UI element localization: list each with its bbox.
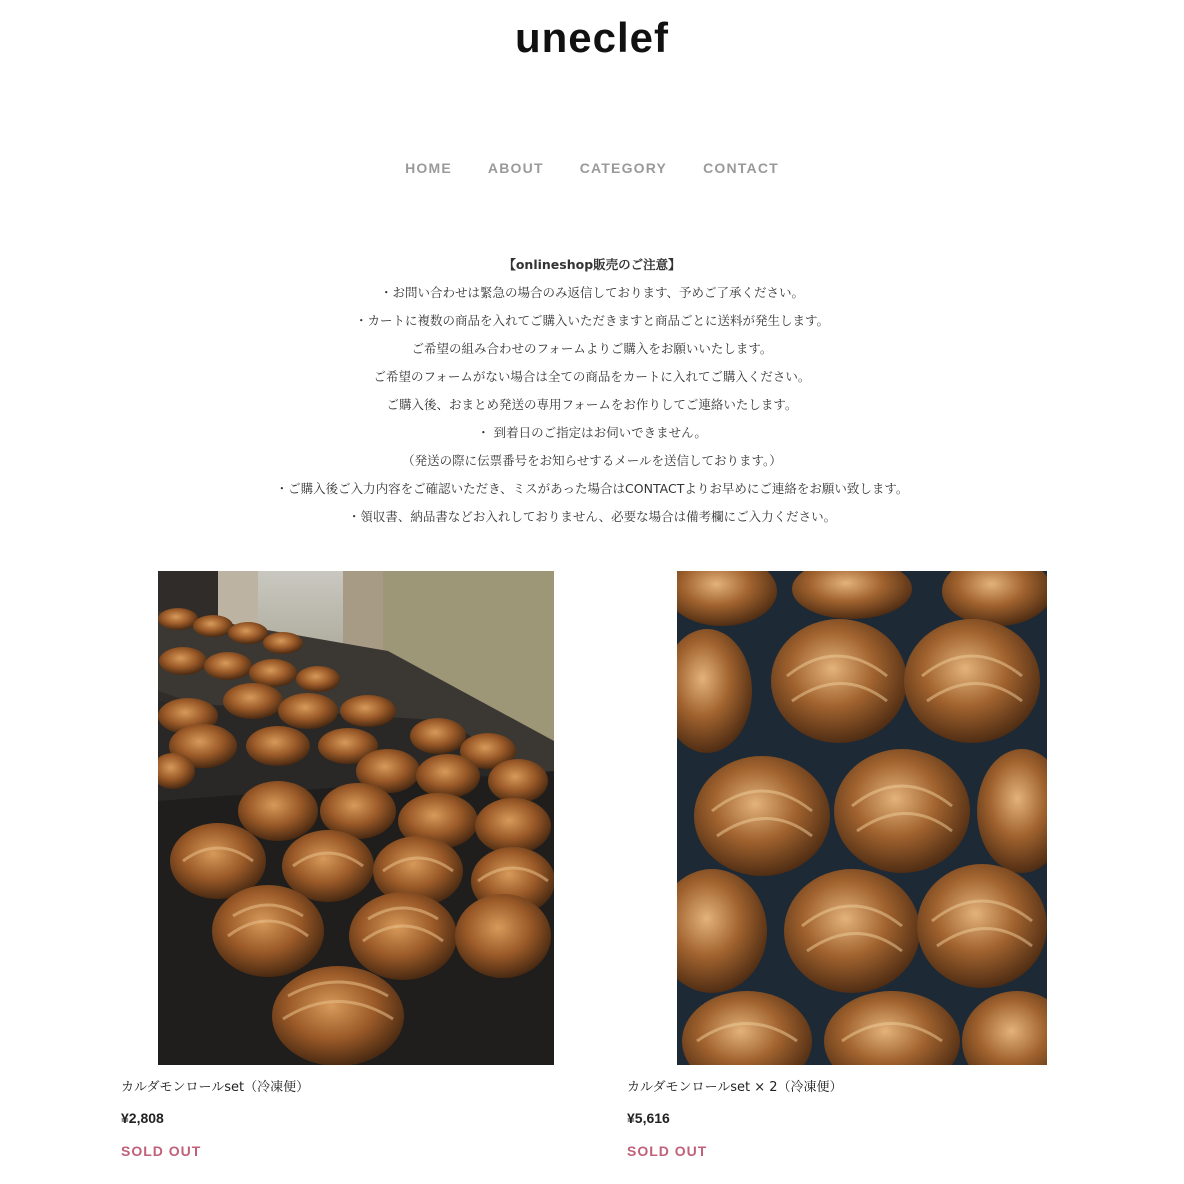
notice-line: ご希望のフォームがない場合は全ての商品をカートに入れてご購入ください。 bbox=[373, 369, 811, 384]
notice-line: （発送の際に伝票番号をお知らせするメールを送信しております。） bbox=[402, 453, 782, 468]
product-image-cardamom-rolls-top-view[interactable] bbox=[677, 571, 1047, 1065]
product-price: ¥2,808 bbox=[121, 1110, 164, 1126]
product-card bbox=[627, 571, 1047, 1160]
product-price: ¥5,616 bbox=[627, 1110, 670, 1126]
product-photo bbox=[158, 571, 554, 1065]
product-name[interactable]: カルダモンロールset（冷凍便） bbox=[121, 1080, 310, 1095]
notice-line: ・領収書、納品書などお入れしておりません、必要な場合は備考欄にご入力ください。 bbox=[347, 509, 837, 524]
notice-line: ・ 到着日のご指定はお伺いできません。 bbox=[477, 425, 707, 440]
notice-heading: 【onlineshop販売のご注意】 bbox=[503, 257, 681, 272]
site-title[interactable]: uneclef bbox=[514, 14, 670, 61]
product-photo bbox=[677, 571, 1047, 1065]
main-nav bbox=[0, 158, 1184, 178]
sold-out-label: SOLD OUT bbox=[627, 1143, 708, 1159]
notice-line: ・ご購入後ご入力内容をご確認いただき、ミスがあった場合はCONTACTよりお早めにご連絡をお願い致します。 bbox=[275, 481, 909, 496]
notice-line: ・お問い合わせは緊急の場合のみ返信しております、予めご了承ください。 bbox=[379, 285, 804, 300]
nav-about[interactable]: ABOUT bbox=[487, 160, 544, 176]
notice-line: ・カートに複数の商品を入れてご購入いただきますと商品ごとに送料が発生します。 bbox=[354, 313, 829, 328]
nav-category[interactable]: CATEGORY bbox=[579, 160, 668, 176]
notice-line: ご希望の組み合わせのフォームよりご購入をお願いいたします。 bbox=[411, 341, 773, 356]
nav-home[interactable]: HOME bbox=[405, 160, 452, 176]
sold-out-label: SOLD OUT bbox=[121, 1143, 202, 1159]
nav-contact[interactable]: CONTACT bbox=[703, 160, 779, 176]
notice-line: ご購入後、おまとめ発送の専用フォームをお作りしてご連絡いたします。 bbox=[386, 397, 798, 412]
shop-notice bbox=[0, 254, 1184, 534]
product-image-cardamom-rolls-trays[interactable] bbox=[158, 571, 554, 1065]
product-name[interactable]: カルダモンロールset × 2（冷凍便） bbox=[627, 1080, 843, 1095]
product-card bbox=[121, 571, 554, 1160]
